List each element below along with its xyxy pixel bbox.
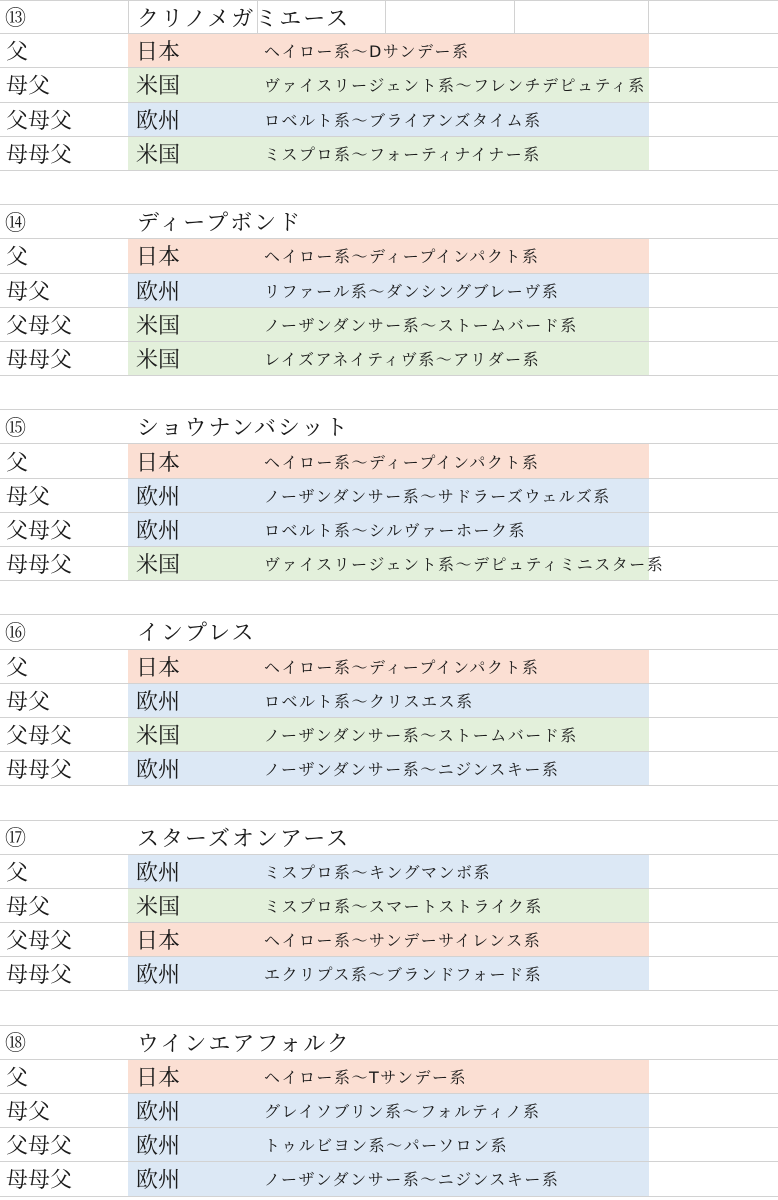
sire-line: エクリプス系～ブランドフォード系 [264, 965, 543, 985]
sire-line: トゥルビヨン系～パーソロン系 [264, 1136, 508, 1156]
role-label: 父 [6, 860, 29, 886]
horse-header-row [0, 615, 778, 649]
role-label: 父母父 [6, 929, 73, 955]
pedigree-row [0, 547, 778, 581]
spacer-row [0, 991, 778, 1025]
pedigree-row [0, 1128, 778, 1162]
region-label: 欧州 [136, 860, 181, 886]
sire-line: レイズアネイティヴ系～アリダー系 [264, 349, 541, 369]
role-label: 母父 [6, 279, 51, 305]
sire-line: ヘイロー系～ディープインパクト系 [264, 247, 540, 267]
region-label: 日本 [136, 929, 181, 955]
sire-line: ノーザンダンサー系～ストームバード系 [264, 315, 578, 335]
pedigree-row [0, 1162, 778, 1196]
role-label: 母母父 [6, 347, 73, 373]
pedigree-row [0, 684, 778, 718]
pedigree-row [0, 889, 778, 923]
pedigree-row [0, 479, 778, 513]
sire-line: ノーザンダンサー系～サドラーズウェルズ系 [264, 486, 611, 506]
role-label: 父母父 [6, 724, 73, 750]
spacer-row [0, 171, 778, 205]
region-label: 欧州 [136, 1168, 181, 1194]
role-label: 父母父 [6, 1134, 73, 1160]
sire-line: ロベルト系～ブライアンズタイム系 [264, 110, 542, 130]
region-label: 日本 [136, 40, 181, 66]
pedigree-row [0, 34, 778, 68]
role-label: 母母父 [6, 1168, 73, 1194]
sire-line: ノーザンダンサー系～ニジンスキー系 [264, 1170, 560, 1190]
pedigree-row [0, 855, 778, 889]
pedigree-row [0, 308, 778, 342]
region-label: 欧州 [136, 689, 181, 715]
region-label: 米国 [136, 313, 181, 339]
region-label: 日本 [136, 1065, 181, 1091]
sire-line: ヘイロー系～ディープインパクト系 [264, 657, 540, 677]
horse-number: ⑱ [5, 1031, 26, 1056]
grid-line [128, 1, 129, 33]
sire-line: ヴァイスリージェント系～フレンチデピュティ系 [264, 76, 646, 96]
role-label: 母母父 [6, 963, 73, 989]
pedigree-row [0, 68, 778, 102]
horse-name: スターズオンアース [137, 826, 351, 852]
grid-line [648, 1, 649, 33]
role-label: 父母父 [6, 518, 73, 544]
region-label: 米国 [136, 74, 181, 100]
horse-name: ディープボンド [137, 211, 303, 237]
role-label: 母父 [6, 689, 51, 715]
pedigree-row [0, 274, 778, 308]
sire-line: ヴァイスリージェント系～デピュティミニスター系 [264, 555, 665, 575]
horse-name: クリノメガミエース [137, 6, 351, 32]
pedigree-row [0, 923, 778, 957]
region-label: 欧州 [136, 279, 181, 305]
pedigree-row [0, 103, 778, 137]
region-label: 米国 [136, 553, 181, 579]
region-label: 欧州 [136, 108, 181, 134]
horse-name: インプレス [137, 621, 256, 647]
horse-number: ⑬ [5, 6, 26, 31]
pedigree-row [0, 650, 778, 684]
pedigree-row [0, 1060, 778, 1094]
sire-line: ヘイロー系～サンデーサイレンス系 [264, 931, 542, 951]
pedigree-row [0, 752, 778, 786]
role-label: 母父 [6, 1100, 51, 1126]
role-label: 父母父 [6, 108, 73, 134]
pedigree-row [0, 718, 778, 752]
sire-line: グレイソブリン系～フォルティノ系 [264, 1102, 541, 1122]
horse-name: ショウナンバシット [137, 416, 350, 442]
region-label: 米国 [136, 142, 181, 168]
pedigree-row [0, 957, 778, 991]
region-label: 日本 [136, 450, 181, 476]
role-label: 父 [6, 245, 29, 271]
pedigree-row [0, 342, 778, 376]
pedigree-row [0, 513, 778, 547]
role-label: 父母父 [6, 313, 73, 339]
sire-line: ミスプロ系～スマートストライク系 [264, 896, 543, 916]
pedigree-row [0, 137, 778, 171]
pedigree-row [0, 444, 778, 478]
role-label: 父 [6, 40, 29, 66]
role-label: 父 [6, 1065, 29, 1091]
role-label: 父 [6, 655, 29, 681]
sire-line: ノーザンダンサー系～ニジンスキー系 [264, 760, 560, 780]
horse-name: ウインエアフォルク [137, 1031, 351, 1057]
horse-header-row [0, 821, 778, 855]
role-label: 母母父 [6, 758, 73, 784]
grid-line [385, 1, 386, 33]
pedigree-row [0, 239, 778, 273]
sire-line: ミスプロ系～キングマンボ系 [264, 862, 492, 882]
horse-header-row [0, 205, 778, 239]
sire-line: ノーザンダンサー系～ストームバード系 [264, 726, 578, 746]
role-label: 母母父 [6, 142, 73, 168]
horse-number: ⑰ [5, 826, 26, 851]
sire-line: ロベルト系～クリスエス系 [264, 691, 474, 711]
horse-number: ⑭ [5, 210, 26, 235]
region-label: 日本 [136, 245, 181, 271]
role-label: 母父 [6, 74, 51, 100]
sire-line: ヘイロー系～Tサンデー系 [264, 1067, 467, 1087]
spacer-row [0, 581, 778, 615]
region-label: 欧州 [136, 518, 181, 544]
horse-header-row [0, 410, 778, 444]
region-label: 日本 [136, 655, 181, 681]
region-label: 欧州 [136, 1100, 181, 1126]
horse-number: ⑮ [5, 415, 26, 440]
spacer-row [0, 786, 778, 820]
sire-line: リファール系～ダンシングブレーヴ系 [264, 281, 560, 301]
region-label: 欧州 [136, 1134, 181, 1160]
grid-line [514, 1, 515, 33]
pedigree-row [0, 1094, 778, 1128]
sire-line: ヘイロー系～Dサンデー系 [264, 42, 470, 62]
sire-line: ヘイロー系～ディープインパクト系 [264, 452, 540, 472]
role-label: 母母父 [6, 553, 73, 579]
role-label: 父 [6, 450, 29, 476]
sire-line: ロベルト系～シルヴァーホーク系 [264, 520, 526, 540]
spacer-row [0, 376, 778, 410]
region-label: 米国 [136, 724, 181, 750]
horse-header-row [0, 1026, 778, 1060]
region-label: 米国 [136, 347, 181, 373]
horse-header-row [0, 0, 778, 34]
region-label: 欧州 [136, 484, 181, 510]
horse-number: ⑯ [5, 620, 26, 645]
role-label: 母父 [6, 894, 51, 920]
region-label: 欧州 [136, 758, 181, 784]
sire-line: ミスプロ系～フォーティナイナー系 [264, 144, 541, 164]
region-label: 欧州 [136, 963, 181, 989]
region-label: 米国 [136, 894, 181, 920]
role-label: 母父 [6, 484, 51, 510]
